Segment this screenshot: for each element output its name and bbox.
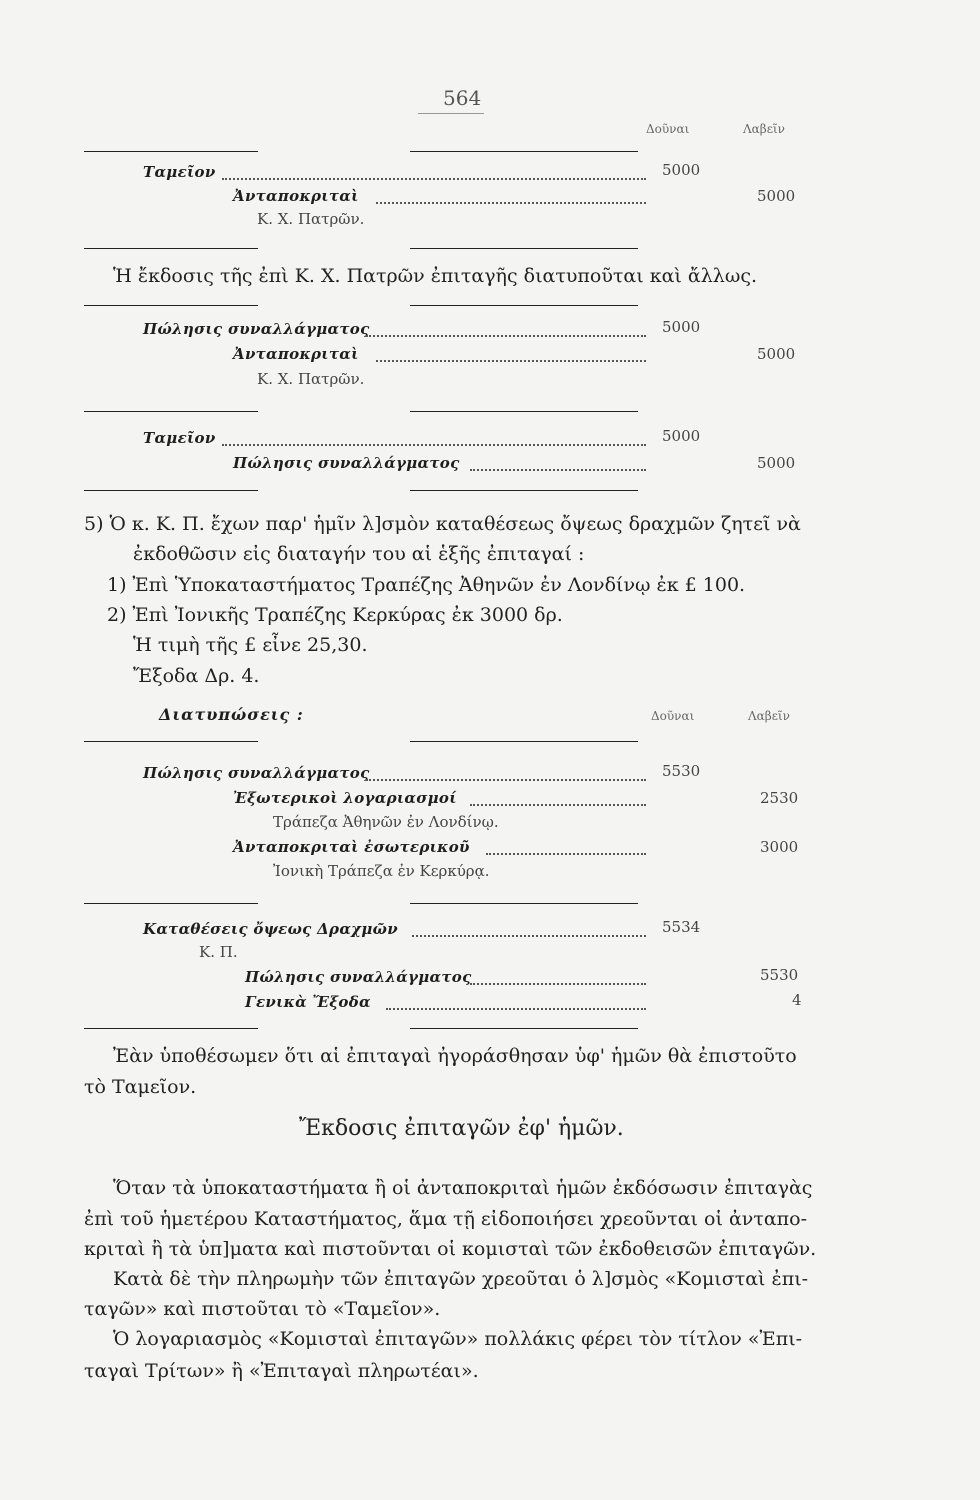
paragraph-line: ταγαὶ Τρίτων» ἢ «Ἐπιταγαὶ πληρωτέαι». (84, 1360, 479, 1382)
rule (410, 248, 638, 249)
page-number-rule (418, 113, 484, 114)
credit-account: Ἀνταποκριταὶ (233, 345, 359, 363)
debit-account: Πώλησις συναλλάγματος (143, 320, 370, 338)
leader-dots (376, 360, 646, 362)
paragraph-line: Ὁ λογαριασμὸς «Κομισταὶ ἐπιταγῶν» πολλάκις φέρει τὸν τίτλον «Ἐπι- (113, 1328, 803, 1350)
rule (84, 151, 258, 152)
leader-dots (412, 935, 646, 937)
rule (84, 903, 258, 904)
leader-dots (222, 444, 646, 446)
credit-amount: 4 (792, 991, 802, 1009)
debit-account: Καταθέσεις ὄψεως Δραχμῶν (143, 920, 398, 938)
leader-dots (222, 178, 646, 180)
rule (410, 411, 638, 412)
credit-account: Πώλησις συναλλάγματος (233, 454, 460, 472)
rule (84, 305, 258, 306)
credit-sub: Τράπεζα Ἀθηνῶν ἐν Λονδίνῳ. (273, 813, 499, 831)
column-header-debit: Δοῦναι (646, 122, 690, 136)
column-header-debit: Δοῦναι (651, 709, 695, 723)
credit-amount: 5530 (760, 966, 799, 984)
debit-sub: Κ. Π. (199, 943, 238, 961)
paragraph-line: Κατὰ δὲ τὴν πληρωμὴν τῶν ἐπιταγῶν χρεοῦται ὁ λ]σμὸς «Κομισταὶ ἐπι- (113, 1268, 809, 1290)
leader-dots (470, 804, 646, 806)
credit-sub: Κ. Χ. Πατρῶν. (257, 210, 365, 228)
rule (410, 741, 638, 742)
credit-account: Πώλησις συναλλάγματος (245, 968, 472, 986)
rule (84, 411, 258, 412)
paragraph-line: ταγῶν» καὶ πιστοῦται τὸ «Ταμεῖον». (84, 1298, 441, 1320)
leader-dots (486, 853, 646, 855)
leader-dots (470, 983, 646, 985)
rule (84, 741, 258, 742)
credit-amount: 2530 (760, 789, 799, 807)
rule (84, 490, 258, 491)
credit-sub: Κ. Χ. Πατρῶν. (257, 370, 365, 388)
diatyposeis-label: Διατυπώσεις : (159, 705, 304, 724)
column-header-credit: Λαβεῖν (743, 122, 785, 136)
example-item: 2) Ἐπὶ Ἰονικῆς Τραπέζης Κερκύρας ἐκ 3000 δρ. (107, 604, 563, 626)
page-number: 564 (443, 86, 482, 110)
example-line: 5) Ὁ κ. Κ. Π. ἔχων παρ' ἡμῖν λ]σμὸν καταθέσεως ὄψεως δραχμῶν ζητεῖ νὰ (84, 513, 801, 535)
credit-sub: Ἰονικὴ Τράπεζα ἐν Κερκύρᾳ. (273, 862, 490, 880)
example-line: ἐκδοθῶσιν εἰς διαταγήν του αἱ ἑξῆς ἐπιταγαί : (133, 543, 585, 565)
section-heading: Ἔκδοσις ἐπιταγῶν ἐφ' ἡμῶν. (299, 1116, 624, 1141)
credit-account: Ἀνταποκριταὶ (233, 187, 359, 205)
credit-account: Ἀνταποκριταὶ ἐσωτερικοῦ (233, 838, 470, 856)
debit-account: Ταμεῖον (143, 429, 216, 447)
rule (84, 1028, 258, 1029)
credit-amount: 5000 (757, 187, 796, 205)
rule (410, 1028, 638, 1029)
rule (84, 248, 258, 249)
rule (410, 903, 638, 904)
note-text: τὸ Ταμεῖον. (84, 1076, 197, 1098)
exchange-rate: Ἡ τιμὴ τῆς £ εἶνε 25,30. (133, 634, 368, 656)
debit-amount: 5000 (662, 427, 701, 445)
leader-dots (376, 202, 646, 204)
debit-amount: 5530 (662, 762, 701, 780)
debit-amount: 5000 (662, 161, 701, 179)
credit-amount: 5000 (757, 345, 796, 363)
rule (410, 490, 638, 491)
paragraph-line: κριταὶ ἢ τὰ ὑπ]ματα καὶ πιστοῦνται οἱ κομισταὶ τῶν ἐκδοθεισῶν ἐπιταγῶν. (84, 1238, 817, 1260)
credit-amount: 5000 (757, 454, 796, 472)
leader-dots (366, 779, 646, 781)
example-item: 1) Ἐπὶ Ὑποκαταστήματος Τραπέζης Ἀθηνῶν ἐν Λονδίνῳ ἐκ £ 100. (107, 574, 746, 596)
column-header-credit: Λαβεῖν (748, 709, 790, 723)
debit-account: Πώλησις συναλλάγματος (143, 764, 370, 782)
rule (410, 305, 638, 306)
paragraph-line: ἐπὶ τοῦ ἡμετέρου Καταστήματος, ἅμα τῇ εἰδοποιήσει χρεοῦνται οἱ ἀνταπο- (84, 1208, 808, 1230)
expenses: Ἔξοδα Δρ. 4. (133, 665, 260, 687)
leader-dots (470, 469, 646, 471)
note-text: Ἐὰν ὑποθέσωμεν ὅτι αἱ ἐπιταγαὶ ἠγοράσθησαν ὑφ' ἡμῶν θὰ ἐπιστοῦτο (113, 1045, 797, 1067)
leader-dots (386, 1008, 646, 1010)
credit-account: Ἐξωτερικοὶ λογαριασμοί (233, 789, 457, 807)
debit-amount: 5534 (662, 918, 701, 936)
debit-amount: 5000 (662, 318, 701, 336)
note-text: Ἡ ἔκδοσις τῆς ἐπὶ Κ. Χ. Πατρῶν ἐπιταγῆς διατυποῦται καὶ ἄλλως. (113, 265, 757, 287)
paragraph-line: Ὅταν τὰ ὑποκαταστήματα ἢ οἱ ἀνταποκριταὶ ἡμῶν ἐκδόσωσιν ἐπιταγὰς (113, 1177, 813, 1199)
credit-amount: 3000 (760, 838, 799, 856)
debit-account: Ταμεῖον (143, 163, 216, 181)
rule (410, 151, 638, 152)
credit-account: Γενικὰ Ἔξοδα (245, 993, 371, 1011)
leader-dots (366, 335, 646, 337)
